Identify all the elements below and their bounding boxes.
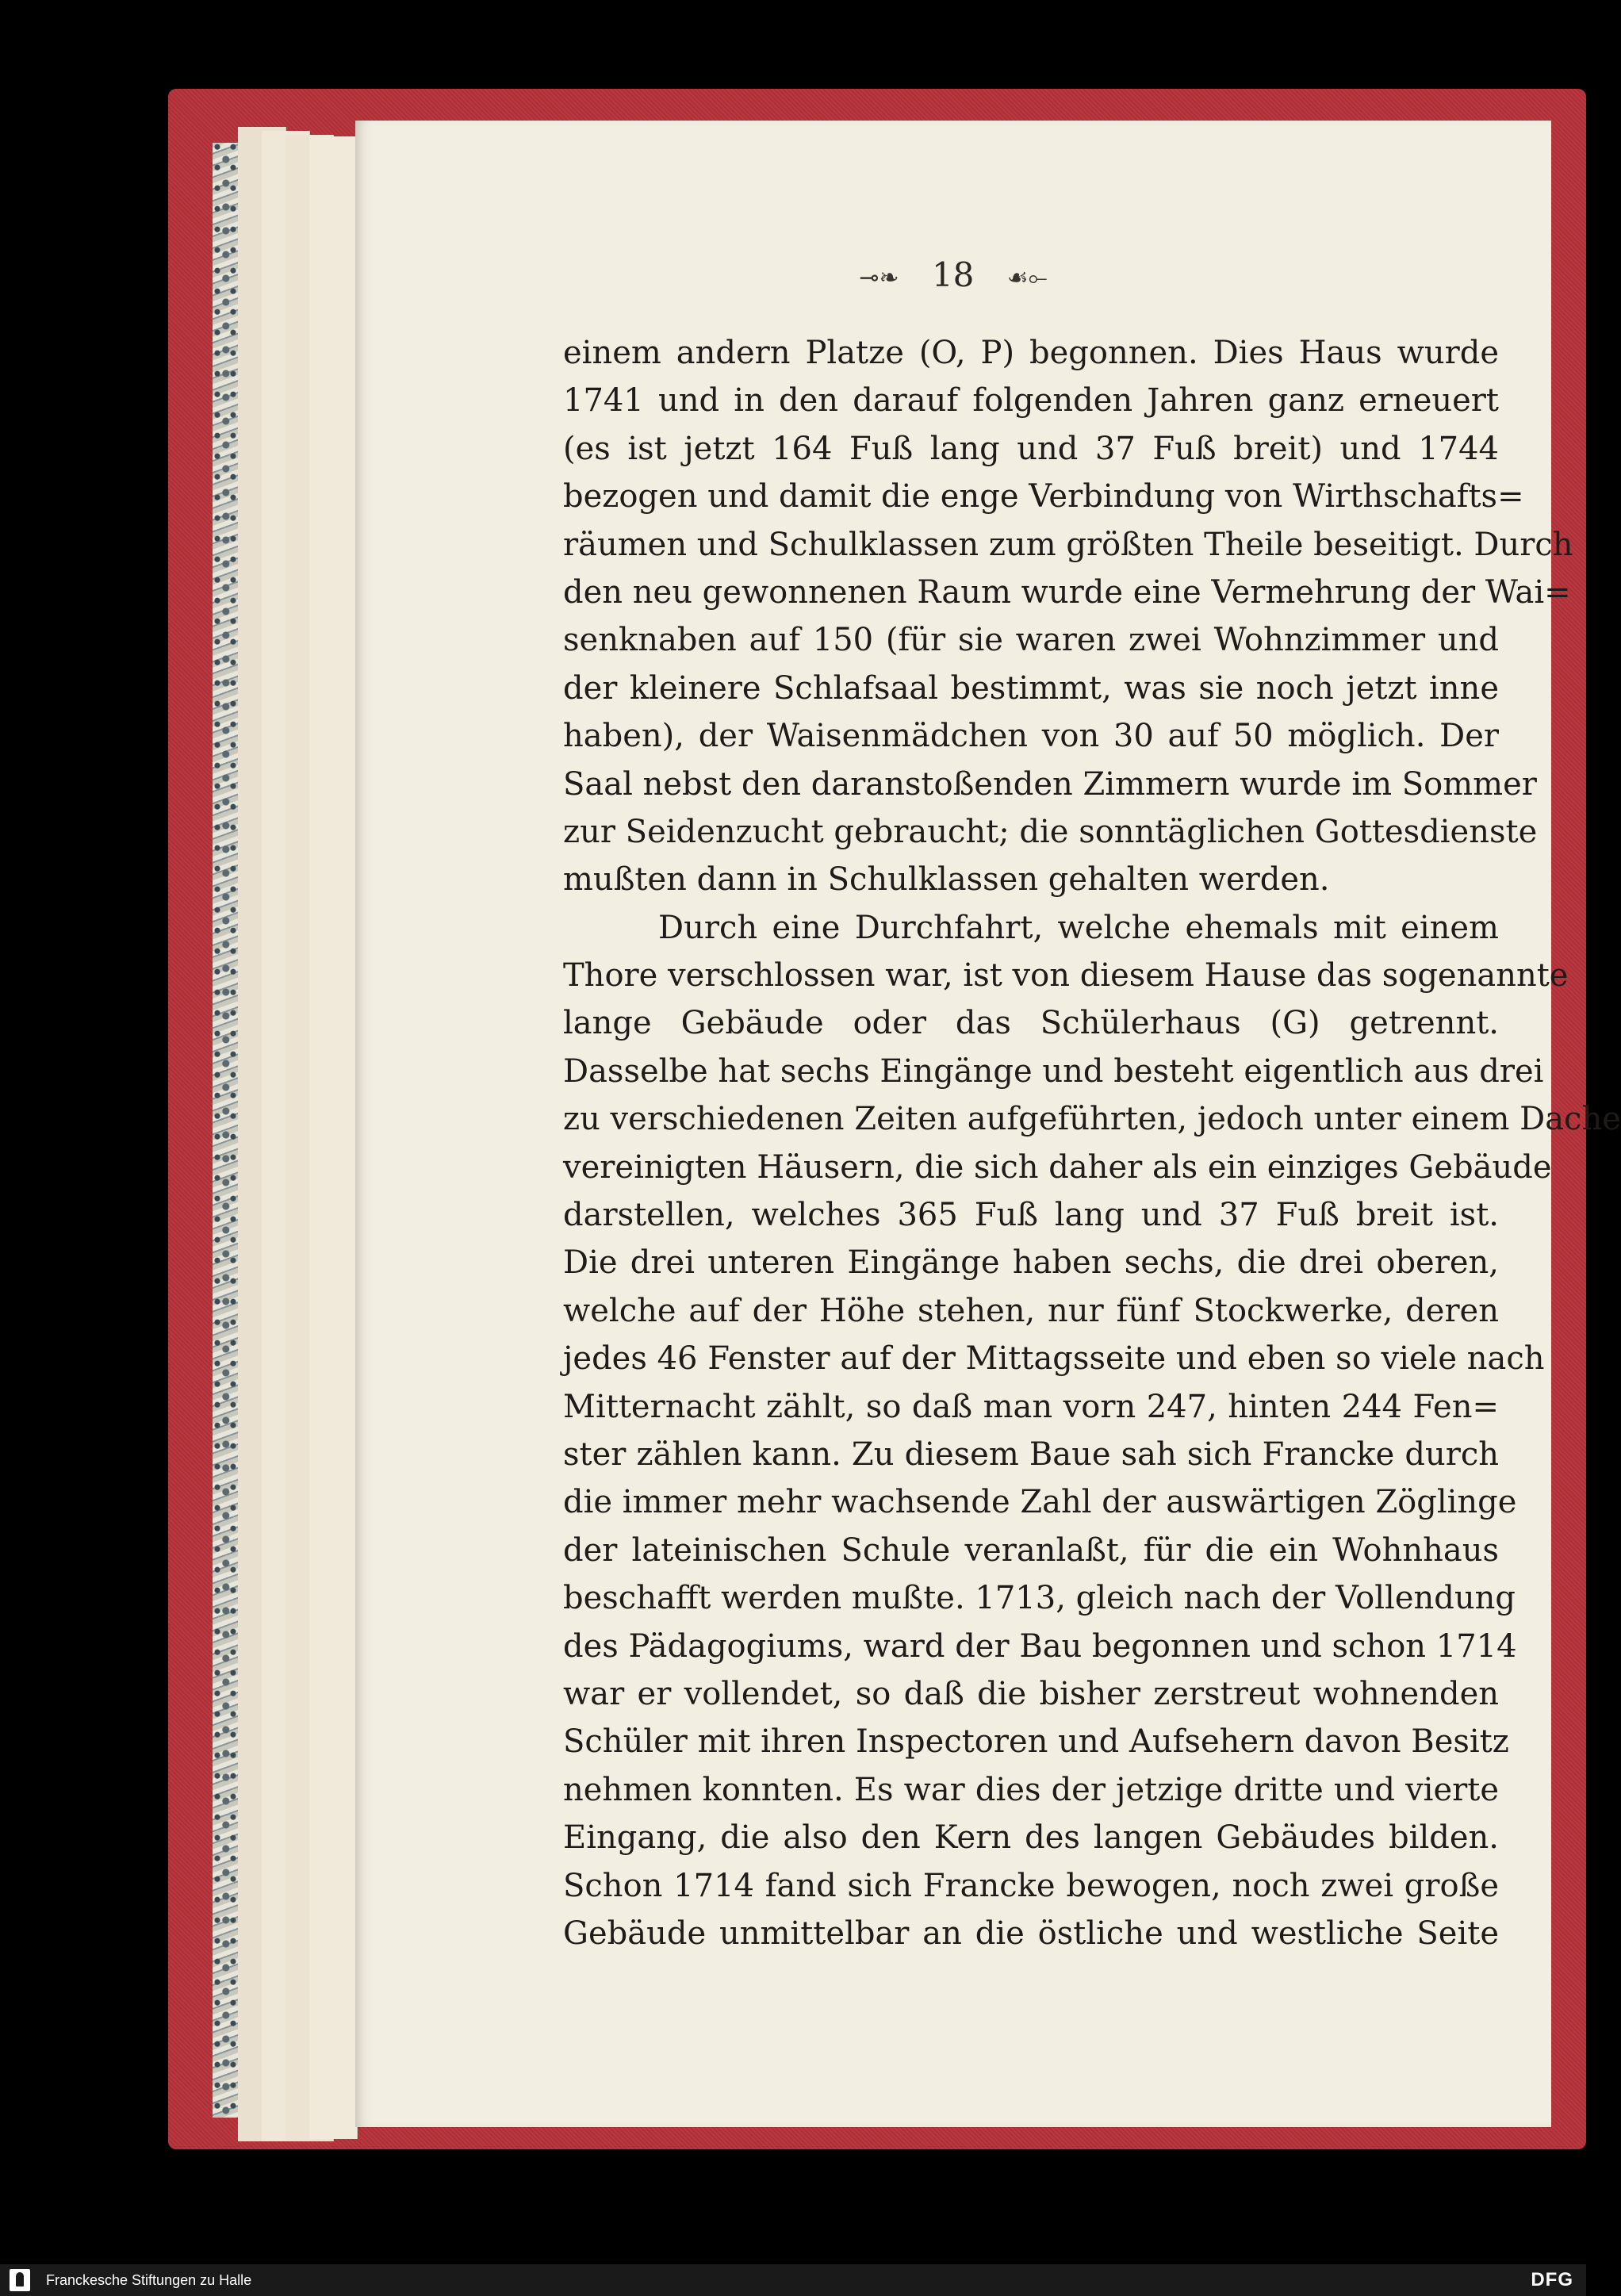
text-line: senknaben auf 150 (für sie waren zwei Wohnzimmer und — [563, 622, 1499, 659]
text-line: jedes 46 Fenster auf der Mittagsseite und eben so viele nach — [563, 1340, 1545, 1378]
text-line: die immer mehr wachsende Zahl der auswärtigen Zöglinge — [563, 1484, 1517, 1521]
text-line: vereinigten Häusern, die sich daher als ein einziges Gebäude — [563, 1148, 1552, 1186]
text-line: Schon 1714 fand sich Francke bewogen, noch zwei große — [563, 1867, 1499, 1904]
text-line: haben), der Waisenmädchen von 30 auf 50 möglich. Der — [563, 718, 1499, 755]
body-text — [563, 329, 1621, 1957]
book-page — [355, 121, 1621, 2127]
page-header — [355, 255, 1551, 294]
text-line: zur Seidenzucht gebraucht; die sonntäglichen Gottesdienste — [563, 813, 1538, 850]
text-line: Dasselbe hat sechs Eingänge und besteht eigentlich aus drei — [563, 1052, 1544, 1090]
text-line: der kleinere Schlafsaal bestimmt, was sie noch jetzt inne — [563, 669, 1499, 707]
text-line: bezogen und damit die enge Verbindung von Wirthschafts= — [563, 478, 1524, 516]
text-line: Eingang, die also den Kern des langen Gebäudes bilden. — [563, 1819, 1499, 1857]
page-number: 18 — [931, 255, 975, 294]
footer-bar — [0, 2264, 1586, 2296]
text-line: lange Gebäude oder das Schülerhaus (G) getrennt. — [563, 1005, 1499, 1042]
text-line: Durch eine Durchfahrt, welche ehemals mit einem — [658, 909, 1499, 946]
text-line: Gebäude unmittelbar an die östliche und westliche Seite — [563, 1915, 1499, 1952]
text-line: beschafft werden mußte. 1713, gleich nach der Vollendung — [563, 1580, 1516, 1617]
ornament-right-icon: ☙⟜ — [1006, 263, 1048, 292]
text-line: des Pädagogiums, ward der Bau begonnen und schon 1714 — [563, 1627, 1517, 1665]
text-line: räumen und Schulklassen zum größten Theile beseitigt. Durch — [563, 526, 1573, 563]
text-line: Saal nebst den daranstoßenden Zimmern wurde im Sommer — [563, 765, 1537, 803]
text-line: Thore verschlossen war, ist von diesem Hause das sogenannte — [563, 957, 1569, 995]
text-line: Die drei unteren Eingänge haben sechs, die drei oberen, — [563, 1244, 1499, 1282]
text-line: 1741 und in den darauf folgenden Jahren ganz erneuert — [563, 382, 1499, 420]
text-line: ster zählen kann. Zu diesem Baue sah sich Francke durch — [563, 1435, 1499, 1473]
text-line: darstellen, welches 365 Fuß lang und 37 Fuß breit ist. — [563, 1197, 1499, 1234]
text-line: nehmen konnten. Es war dies der jetzige dritte und vierte — [563, 1771, 1499, 1808]
text-line: der lateinischen Schule veranlaßt, für die ein Wohnhaus — [563, 1531, 1499, 1569]
text-line: Schüler mit ihren Inspectoren und Aufsehern davon Besitz — [563, 1723, 1509, 1761]
page-edge — [309, 136, 358, 2139]
institution-name: Franckesche Stiftungen zu Halle — [46, 2272, 252, 2288]
dfg-logo: DFG — [1531, 2269, 1573, 2290]
text-line: war er vollendet, so daß die bisher zerstreut wohnenden — [563, 1675, 1499, 1712]
text-line: zu verschiedenen Zeiten aufgeführten, jedoch unter einem Dache — [563, 1101, 1621, 1138]
text-line: welche auf der Höhe stehen, nur fünf Stockwerke, deren — [563, 1292, 1499, 1329]
ornament-left-icon: ⊸❧ — [859, 263, 899, 292]
text-line: mußten dann in Schulklassen gehalten werden. — [563, 861, 1330, 899]
text-line: Mitternacht zählt, so daß man vorn 247, hinten 244 Fen= — [563, 1388, 1499, 1425]
text-line: einem andern Platze (O, P) begonnen. Dies Haus wurde — [563, 335, 1499, 371]
text-line: den neu gewonnenen Raum wurde eine Vermehrung der Wai= — [563, 573, 1571, 611]
institution-logo-icon — [10, 2269, 30, 2291]
text-line: (es ist jetzt 164 Fuß lang und 37 Fuß breit) und 1744 — [563, 430, 1499, 467]
